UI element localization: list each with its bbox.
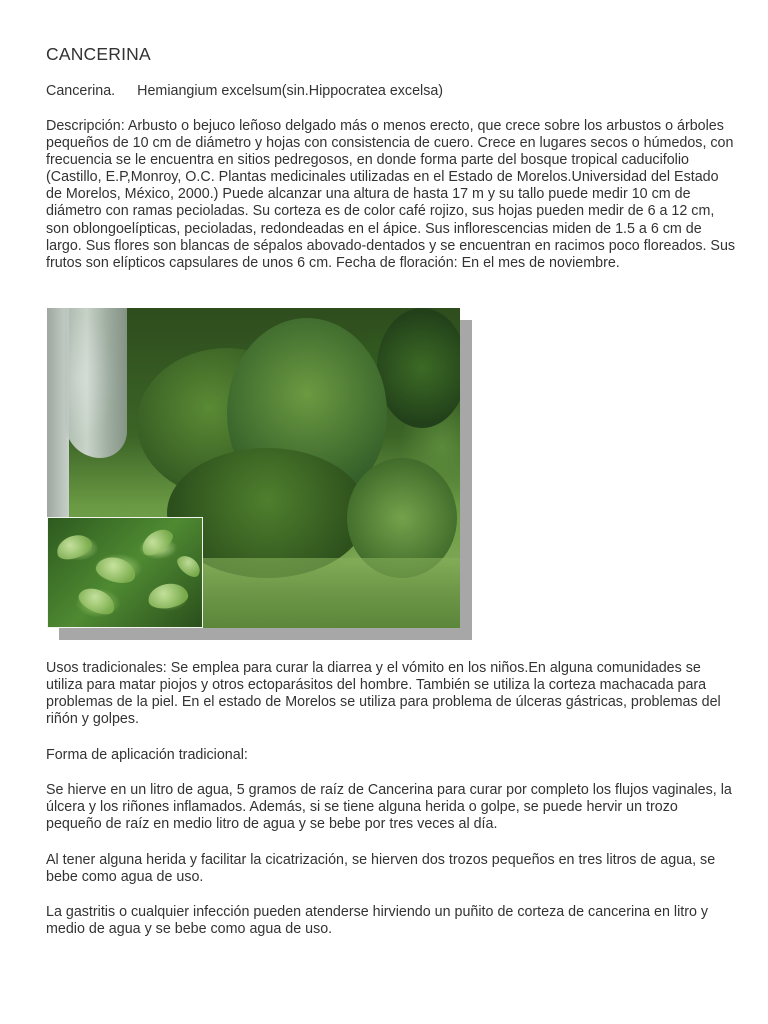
plant-name-line <box>46 83 443 99</box>
application-paragraph-1: Se hierve en un litro de agua, 5 gramos de raíz de Cancerina para curar por completo los flujos vaginales, la úlcera y los riñones inflamados. Además, si se tiene alguna herida o golpe, se puede hervir un trozo pequeño de raíz en medio litro de agua y se bebe por tres veces al día. <box>46 782 732 833</box>
leaf-closeup-inset <box>47 517 203 628</box>
leaf-shape <box>146 581 190 612</box>
plant-photo <box>47 308 460 628</box>
application-paragraph-3: La gastritis o cualquier infección pueden atenderse hirviendo un puñito de corteza de cancerina en litro y medio de agua y se bebe como agua de uso. <box>46 904 709 938</box>
application-heading: Forma de aplicación tradicional: <box>46 747 248 763</box>
traditional-uses-paragraph: Usos tradicionales: Se emplea para curar la diarrea y el vómito en los niños.En alguna comunidades se utiliza para matar piojos y otros ectoparásitos del hombre. También se utiliza la corteza machacada para problemas de la piel. En el estado de Morelos se utiliza para problema de úlceras gástricas, problemas del riñón y golpes. <box>46 660 721 728</box>
leaf-shape <box>75 583 119 619</box>
leaf-shape <box>174 552 203 581</box>
tree-trunk <box>65 308 127 458</box>
plant-photo-figure <box>47 308 460 628</box>
background-foliage <box>377 308 460 428</box>
leaf-shape <box>53 531 94 564</box>
leaf-shape <box>137 524 176 560</box>
scientific-name: Hemiangium excelsum(sin.Hippocratea excelsa) <box>137 83 444 99</box>
common-name: Cancerina. <box>46 83 116 99</box>
page-title: CANCERINA <box>46 44 151 64</box>
description-paragraph: Descripción: Arbusto o bejuco leñoso delgado más o menos erecto, que crece sobre los arbustos o árboles pequeños de 10 cm de diámetro y hojas con consistencia de cuero. Crece en lugares secos o húmedos, con frecuencia se le encuentra en sitios pedregosos, en donde forma parte del bosque tropical caducifolio (Castillo, E.P,Monroy, O.C. Plantas medicinales utilizadas en el Estado de Morelos.Universidad del Estado de Morelos, México, 2000.) Puede alcanzar una altura de hasta 17 m y su tallo puede medir 10 cm de diámetro con ramas pecioladas. Su corteza es de color café rojizo, sus hojas pueden medir de 6 a 12 cm, son oblongoelípticas, pecioladas, redondeadas en el ápice. Sus inflorescencias miden de 1.5 a 6 cm de largo. Sus flores son blancas de sépalos abovado-dentados y se encuentran en racimos poco floreados. Sus frutos son elípticos capsulares de unos 6 cm. Fecha de floración: En el mes de noviembre. <box>46 118 736 271</box>
leaf-shape <box>94 553 139 587</box>
application-paragraph-2: Al tener alguna herida y facilitar la cicatrización, se hierven dos trozos pequeños en tres litros de agua, se bebe como agua de uso. <box>46 852 716 886</box>
